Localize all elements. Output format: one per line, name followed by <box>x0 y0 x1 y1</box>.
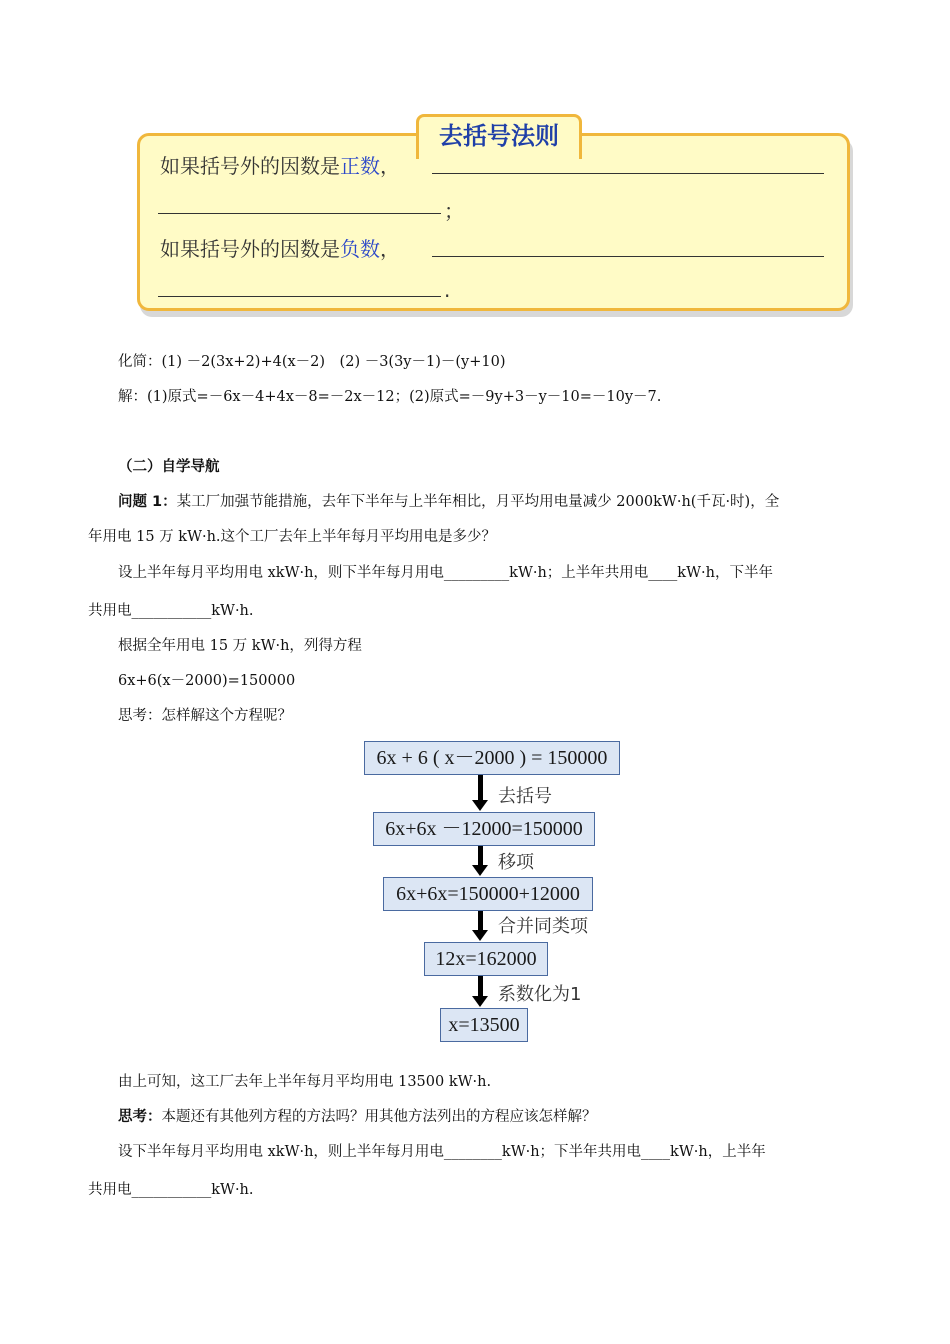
arrow-down-icon <box>478 976 483 998</box>
think-question-2 <box>118 1107 597 1127</box>
example-answer: 解：(1)原式=－6x－4+4x－8=－2x－12；(2)原式=－9y+3－y－10=－10y－7. <box>118 389 662 405</box>
answer-blank[interactable] <box>158 213 441 214</box>
example-question: 化简：(1) －2(3x+2)+4(x－2) (2) －3(3y－1)－(y+10) <box>118 354 506 370</box>
setup-2-line2: 共用电___________kW·h. <box>88 1182 254 1198</box>
rule-title: 去括号法则 <box>416 114 582 159</box>
equation: 6x+6(x－2000)=150000 <box>118 673 296 689</box>
answer-blank[interactable] <box>158 296 441 297</box>
arrow-down-icon <box>478 775 483 802</box>
arrow-head-icon <box>472 865 488 876</box>
rule-sep: ， <box>380 237 400 261</box>
think-text: 本题还有其他列方程的方法吗？用其他方法列出的方程应该怎样解？ <box>161 1109 597 1125</box>
flow-label-1: 去括号 <box>498 786 552 807</box>
equation-basis: 根据全年用电 15 万 kW·h，列得方程 <box>118 638 362 654</box>
flow-label-4: 系数化为1 <box>498 984 582 1005</box>
keyword-negative: 负数 <box>340 237 380 261</box>
problem-1 <box>118 492 779 512</box>
arrow-head-icon <box>472 996 488 1007</box>
rule-end-period: . <box>444 278 451 302</box>
rule-line-positive <box>160 150 400 179</box>
answer-blank[interactable] <box>432 173 824 174</box>
rule-line-negative <box>160 233 400 262</box>
think-label: 思考： <box>118 1109 162 1125</box>
arrow-head-icon <box>472 930 488 941</box>
rule-sep: ， <box>380 154 400 178</box>
problem-text: 某工厂加强节能措施，去年下半年与上半年相比，月平均用电量减少 2000kW·h(千瓦·时)，全 <box>176 494 780 510</box>
arrow-head-icon <box>472 800 488 811</box>
conclusion: 由上可知，这工厂去年上半年每月平均用电 13500 kW·h. <box>118 1074 492 1090</box>
setup-1-line1: 设上半年每月平均用电 xkW·h，则下半年每月用电_________kW·h；上半年共用电____kW·h，下半年 <box>118 565 773 581</box>
section-heading: （二）自学导航 <box>118 459 220 475</box>
problem-label: 问题 1： <box>118 494 177 510</box>
rule-text: 如果括号外的因数是 <box>160 237 340 261</box>
flow-step-1: 6x + 6 ( x－2000 ) = 150000 <box>364 741 620 775</box>
problem-1-line2: 年用电 15 万 kW·h.这个工厂去年上半年每月平均用电是多少？ <box>88 529 497 545</box>
flow-step-4: 12x=162000 <box>424 942 548 976</box>
setup-1-line2: 共用电___________kW·h. <box>88 603 254 619</box>
flow-step-5: x=13500 <box>440 1008 528 1042</box>
setup-2-line1: 设下半年每月平均用电 xkW·h，则上半年每月用电________kW·h；下半年共用电____kW·h，上半年 <box>118 1144 766 1160</box>
arrow-down-icon <box>478 846 483 867</box>
flow-step-3: 6x+6x=150000+12000 <box>383 877 593 911</box>
flow-label-3: 合并同类项 <box>498 916 588 937</box>
keyword-positive: 正数 <box>340 154 380 178</box>
flow-label-2: 移项 <box>498 852 534 873</box>
flow-step-2: 6x+6x －12000=150000 <box>373 812 595 846</box>
rule-end-semicolon: ； <box>444 199 464 223</box>
think-question-1: 思考：怎样解这个方程呢？ <box>118 708 292 724</box>
answer-blank[interactable] <box>432 256 824 257</box>
rule-text: 如果括号外的因数是 <box>160 154 340 178</box>
arrow-down-icon <box>478 911 483 932</box>
